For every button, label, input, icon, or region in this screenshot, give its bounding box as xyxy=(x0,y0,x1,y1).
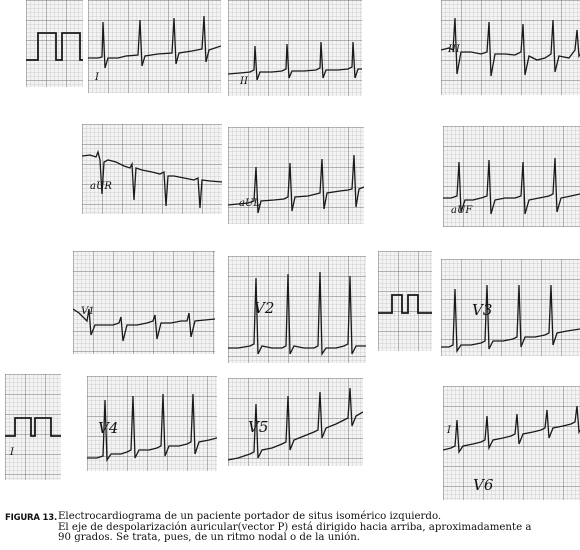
ecg-strip-lead-avf xyxy=(443,126,580,227)
ecg-strip-calibration-3 xyxy=(5,374,61,480)
lead-label-v3: V3 xyxy=(472,301,493,319)
lead-label-v5: V5 xyxy=(248,418,269,436)
lead-label-avl: aUL xyxy=(239,198,261,209)
lead-label-v2: V2 xyxy=(254,299,275,317)
lead-label-ii: II xyxy=(240,76,248,87)
lead-label-i: I xyxy=(95,72,99,83)
figure-label: FIGURA 13. xyxy=(5,513,57,523)
ecg-strip-calibration-1 xyxy=(26,0,83,87)
lead-label-iii: III xyxy=(448,44,460,55)
ecg-trace xyxy=(228,272,366,354)
lead-label-cal-i: I xyxy=(10,447,14,458)
ecg-trace xyxy=(228,42,362,80)
lead-label-avr: aUR xyxy=(90,181,112,192)
figure-caption xyxy=(5,512,577,544)
ecg-trace xyxy=(441,18,580,76)
lead-label-v6: V6 xyxy=(473,476,494,494)
ecg-strip-calibration-2 xyxy=(378,251,432,351)
ecg-trace xyxy=(441,285,580,351)
calibration-pulse xyxy=(378,251,432,351)
ecg-trace xyxy=(82,152,222,208)
ecg-trace xyxy=(443,406,580,452)
lead-label-v4: V4 xyxy=(98,419,119,437)
calibration-pulse xyxy=(5,374,61,480)
ecg-trace xyxy=(88,16,221,68)
lead-label-v1: V1 xyxy=(81,306,95,317)
caption-line-1: Electrocardiograma de un paciente portador de situs isomérico izquierdo. xyxy=(58,511,442,522)
ecg-strip-lead-v4 xyxy=(87,376,217,471)
calibration-pulse xyxy=(26,0,83,87)
ecg-strip-lead-iii xyxy=(441,0,580,95)
ecg-strip-lead-ii xyxy=(228,0,362,96)
ecg-strip-lead-v5 xyxy=(228,378,363,466)
ecg-strip-lead-avl xyxy=(228,127,364,224)
ecg-strip-lead-v6 xyxy=(443,386,580,500)
ecg-strip-lead-v1 xyxy=(73,251,215,354)
ecg-strip-lead-avr xyxy=(82,124,222,214)
ecg-strip-lead-i xyxy=(88,0,221,93)
caption-line-2: El eje de despolarización auricular(vector P) está dirigido hacia arriba, aproximadamente a xyxy=(58,521,532,533)
ecg-strip-lead-v3 xyxy=(441,259,580,356)
lead-label-avf: aUF xyxy=(451,205,473,216)
ecg-strip-lead-v2 xyxy=(228,256,366,363)
lead-label-cal-v6: I xyxy=(447,425,451,436)
caption-line-3: 90 grados. Se trata, pues, de un ritmo nodal o de la unión. xyxy=(58,532,361,544)
